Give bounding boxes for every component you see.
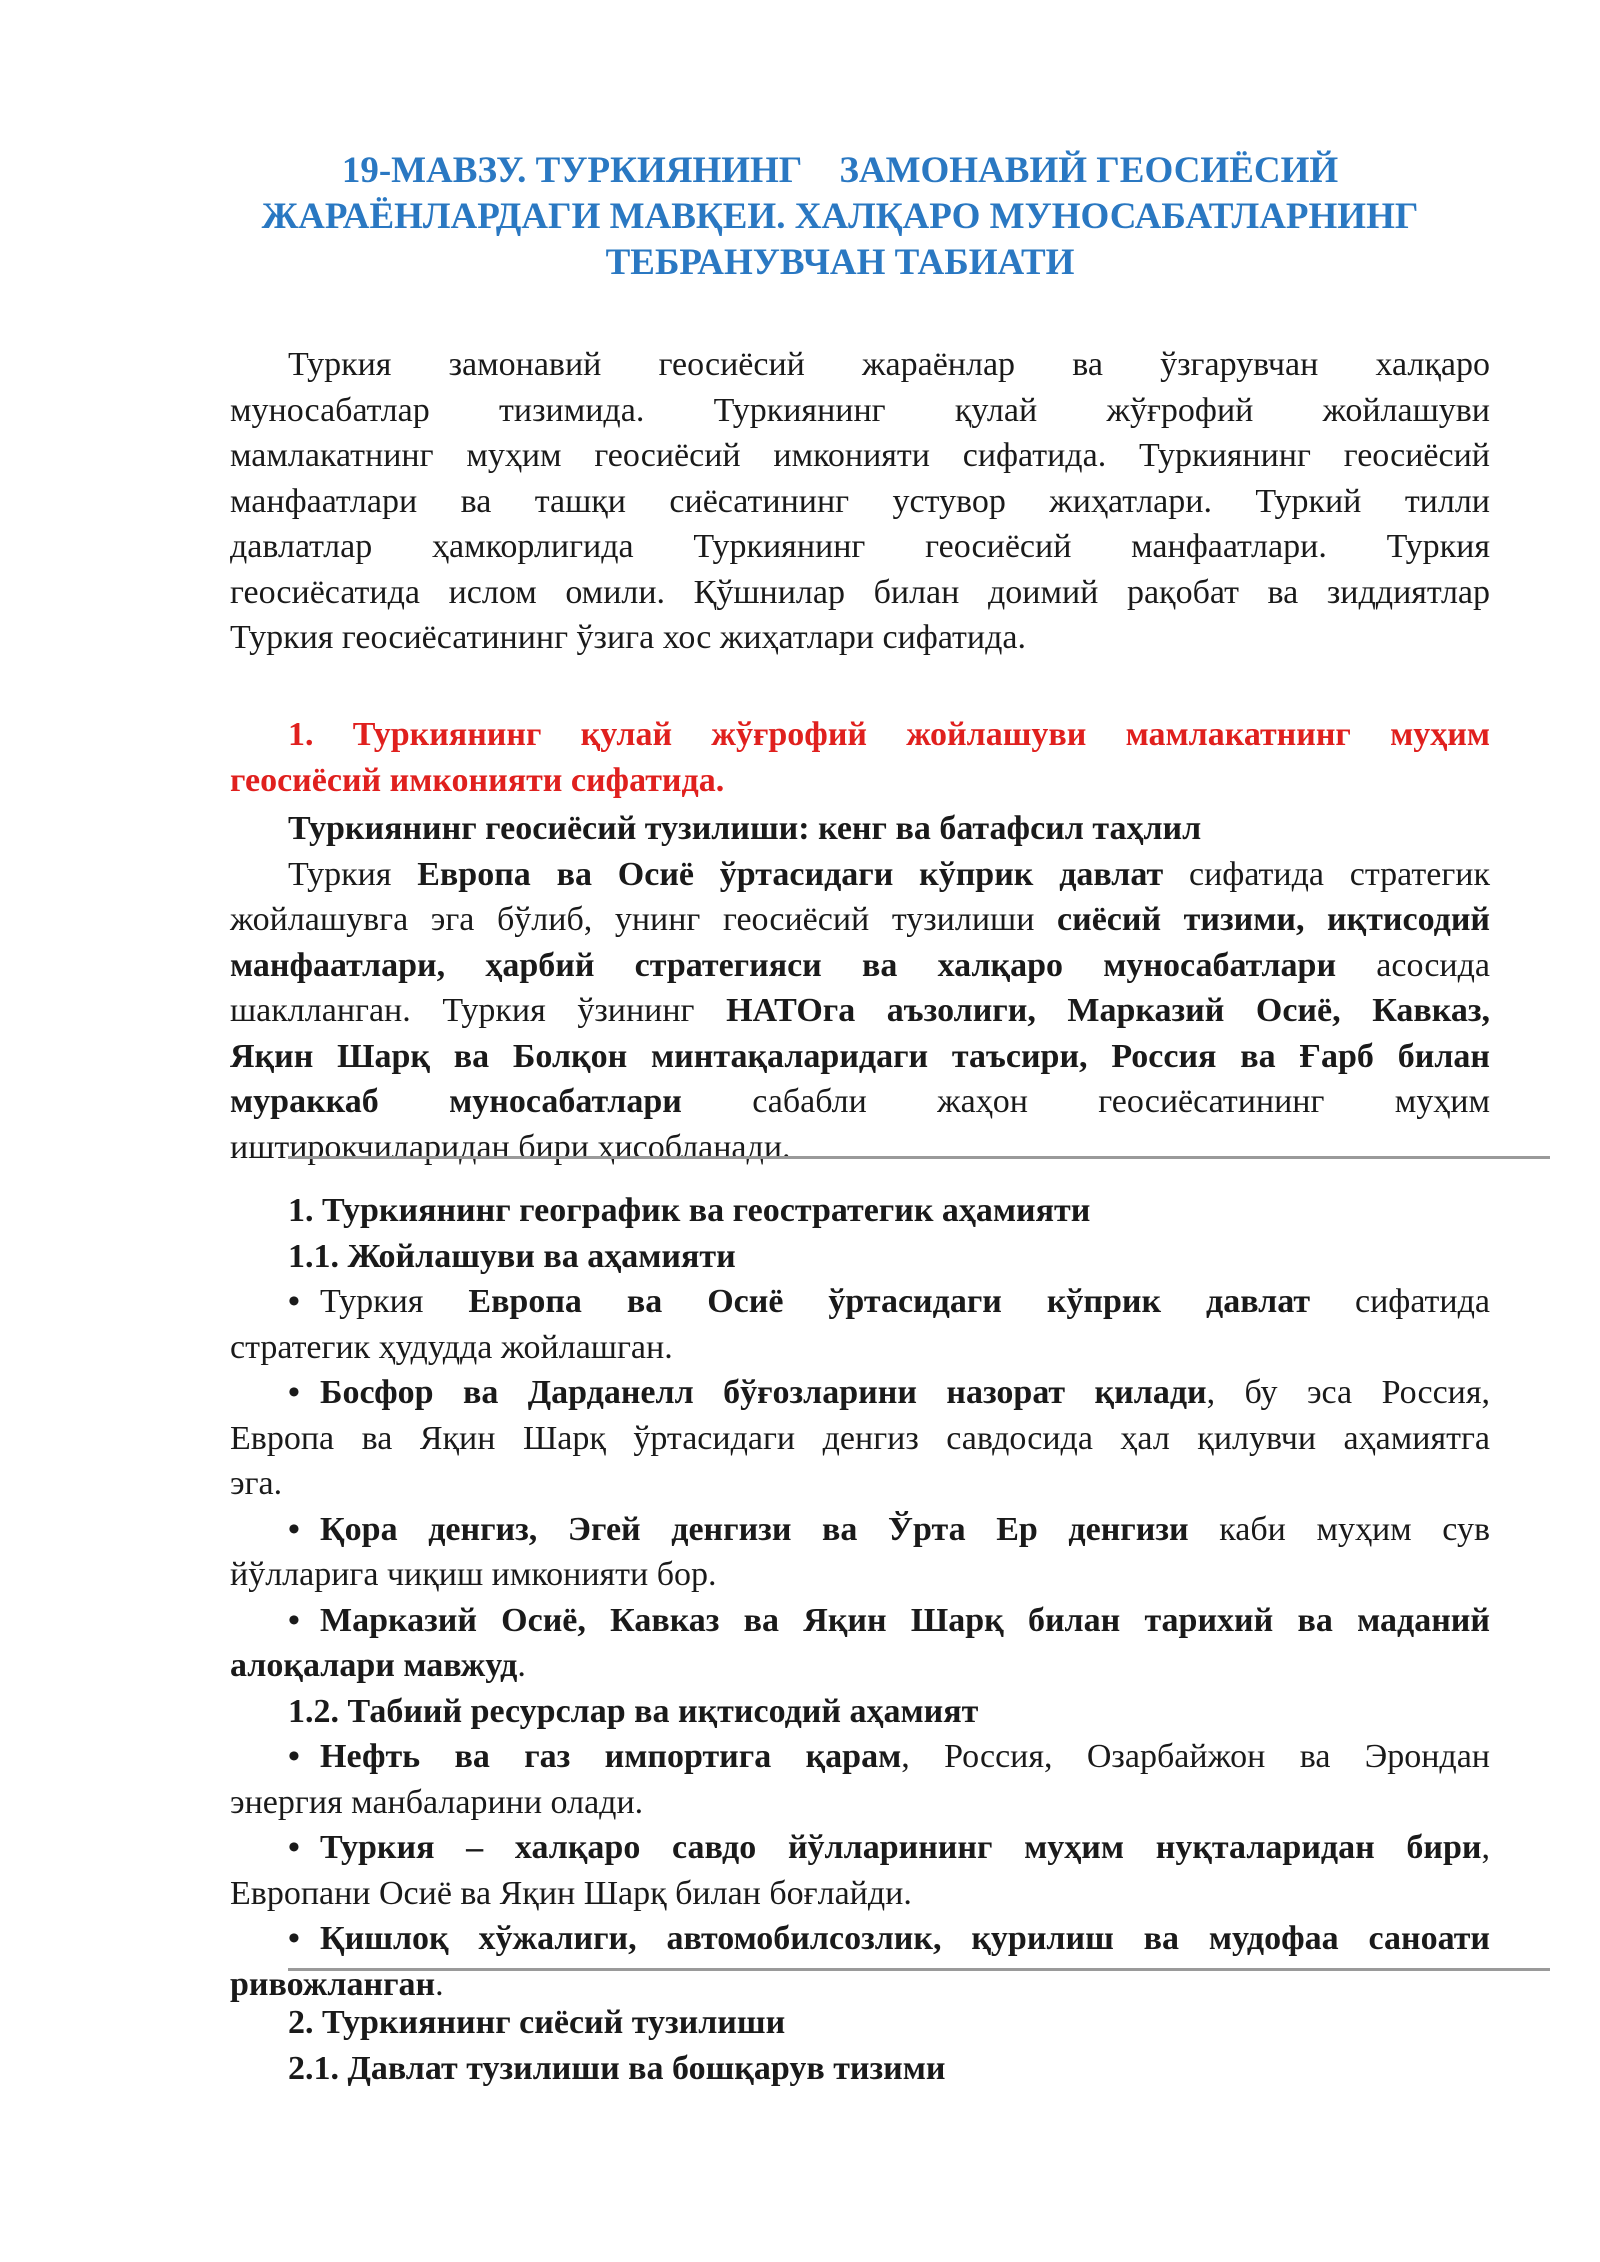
text-run: , Россия, Озарбайжон ва Эрондан xyxy=(901,1738,1490,1775)
bold-run: мураккаб муносабатлари xyxy=(230,1083,682,1120)
para-line xyxy=(230,943,1490,989)
intro-paragraph xyxy=(230,342,1490,661)
title-line-3: ТЕБРАНУВЧАН ТАБИАТИ xyxy=(605,242,1075,283)
section-heading-line: геосиёсий имконияти сифатида. xyxy=(230,761,725,799)
document-title xyxy=(210,148,1470,286)
bullet-icon: • xyxy=(288,1374,300,1411)
bullet-item xyxy=(230,1825,1490,1871)
bullet-continuation: эга. xyxy=(230,1465,283,1502)
section-1-heading xyxy=(230,712,1490,803)
section-heading-line: 1. Туркиянинг қулай жўғрофий жойлашуви мамлакатнинг муҳим xyxy=(288,716,1490,753)
part-heading: 2. Туркиянинг сиёсий тузилиши xyxy=(288,2004,786,2041)
part-subheading: 2.1. Давлат тузилиши ва бошқарув тизими xyxy=(288,2049,946,2087)
bold-run: Нефть ва газ импортига қарам xyxy=(320,1738,902,1775)
bold-run: ривожланган xyxy=(230,1965,436,2003)
bullet-icon: • xyxy=(288,1283,300,1320)
bullet-continuation: йўлларига чиқиш имконияти бор. xyxy=(230,1556,717,1593)
text-run: шаклланган. Туркия ўзининг xyxy=(230,992,727,1029)
bullet-item xyxy=(230,1370,1490,1416)
part-subheading: 1.2. Табиий ресурслар ва иқтисодий аҳамият xyxy=(288,1692,979,1730)
bold-run: сиёсий тизими, иқтисодий xyxy=(1057,901,1490,938)
part-1 xyxy=(230,1188,1490,2007)
bullet-icon: • xyxy=(288,1510,300,1548)
para-line xyxy=(230,988,1490,1034)
bullet-item xyxy=(230,1507,1490,1553)
intro-line: давлатлар ҳамкорлигида Туркиянинг геосиёсий манфаатлари. Туркия xyxy=(230,528,1490,565)
intro-line: муносабатлар тизимида. Туркиянинг қулай жўғрофий жойлашуви xyxy=(230,391,1490,429)
bullet-continuation xyxy=(230,1643,1490,1689)
bullet-continuation: Европани Осиё ва Яқин Шарқ билан боғлайди. xyxy=(230,1874,912,1912)
bullet-icon: • xyxy=(288,1601,300,1639)
text-run: Туркия xyxy=(288,855,418,893)
text-run: , xyxy=(1481,1829,1490,1866)
para-line xyxy=(230,897,1490,943)
bold-run: Босфор ва Дарданелл бўғозларини назорат қилади xyxy=(320,1374,1207,1411)
horizontal-rule xyxy=(288,1968,1550,1971)
part-2 xyxy=(230,2000,1490,2091)
intro-line: мамлакатнинг муҳим геосиёсий имконияти сифатида. Туркиянинг геосиёсий xyxy=(230,437,1490,474)
bold-run: Марказий Осиё, Кавказ ва Яқин Шарқ билан тарихий ва маданий xyxy=(320,1601,1490,1639)
bullet-continuation: стратегик ҳудудда жойлашган. xyxy=(230,1328,673,1366)
intro-line: Туркия геосиёсатининг ўзига хос жиҳатлари сифатида. xyxy=(230,619,1026,656)
bullet-icon: • xyxy=(288,1829,300,1866)
text-run: асосида xyxy=(1336,946,1490,984)
part-heading: 1. Туркиянинг географик ва геостратегик аҳамияти xyxy=(288,1192,1091,1229)
bold-run: НАТОга аъзолиги, Марказий Осиё, Кавказ, xyxy=(726,992,1490,1029)
bullet-continuation: Европа ва Яқин Шарқ ўртасидаги денгиз савдосида ҳал қилувчи аҳамиятга xyxy=(230,1419,1490,1457)
section-subheading: Туркиянинг геосиёсий тузилиши: кенг ва батафсил таҳлил xyxy=(288,810,1202,847)
bullet-icon: • xyxy=(288,1738,300,1775)
text-run: . xyxy=(517,1647,526,1684)
bullet-item xyxy=(230,1916,1490,1962)
bold-run: Европа ва Осиё ўртасидаги кўприк давлат xyxy=(417,855,1164,893)
bullet-item xyxy=(230,1279,1490,1325)
horizontal-rule xyxy=(288,1156,1550,1159)
para-line: Яқин Шарқ ва Болқон минтақаларидаги таъсири, Россия ва Ғарб билан xyxy=(230,1037,1490,1075)
intro-line: геосиёсатида ислом омили. Қўшнилар билан доимий рақобат ва зиддиятлар xyxy=(230,573,1490,611)
bullet-continuation: энергия манбаларини олади. xyxy=(230,1783,644,1821)
intro-line: манфаатлари ва ташқи сиёсатининг устувор жиҳатлари. Туркий тилли xyxy=(230,482,1490,520)
bullet-icon: • xyxy=(288,1920,300,1957)
text-run: сабабли жаҳон геосиёсатининг муҳим xyxy=(681,1083,1490,1120)
bold-run: Туркия – халқаро савдо йўлларининг муҳим нуқталаридан бири xyxy=(320,1829,1482,1866)
section-1-body xyxy=(230,806,1490,1170)
bold-run: Қишлоқ хўжалиги, автомобилсозлик, қурилиш ва мудофаа саноати xyxy=(320,1920,1490,1957)
para-line: иштирокчиларидан бири ҳисобланади. xyxy=(230,1128,791,1166)
text-run: сифатида xyxy=(1310,1283,1490,1320)
bold-run: Европа ва Осиё ўртасидаги кўприк давлат xyxy=(468,1283,1311,1320)
text-run: жойлашувга эга бўлиб, унинг геосиёсий тузилиши xyxy=(230,901,1058,938)
bold-run: Қора денгиз, Эгей денгизи ва Ўрта Ер денгизи xyxy=(320,1510,1189,1548)
para-line xyxy=(230,1079,1490,1125)
para-line xyxy=(230,852,1490,898)
bold-run: алоқалари мавжуд xyxy=(230,1647,518,1684)
text-run: сифатида стратегик xyxy=(1163,855,1490,893)
title-line-1: 19-МАВЗУ. ТУРКИЯНИНГ ЗАМОНАВИЙ ГЕОСИЁСИЙ xyxy=(341,150,1339,191)
title-line-2: ЖАРАЁНЛАРДАГИ МАВҚЕИ. ХАЛҚАРО МУНОСАБАТЛАРНИНГ xyxy=(261,196,1419,237)
text-run: , бу эса Россия, xyxy=(1206,1374,1490,1411)
bullet-item xyxy=(230,1598,1490,1644)
text-run: Туркия xyxy=(320,1283,469,1320)
intro-line: Туркия замонавий геосиёсий жараёнлар ва ўзгарувчан халқаро xyxy=(288,346,1490,383)
bullet-item xyxy=(230,1734,1490,1780)
part-subheading: 1.1. Жойлашуви ва аҳамияти xyxy=(288,1237,736,1275)
text-run: . xyxy=(435,1965,444,2003)
bold-run: манфаатлари, ҳарбий стратегияси ва халқаро муносабатлари xyxy=(230,946,1337,984)
text-run: каби муҳим сув xyxy=(1188,1510,1490,1548)
